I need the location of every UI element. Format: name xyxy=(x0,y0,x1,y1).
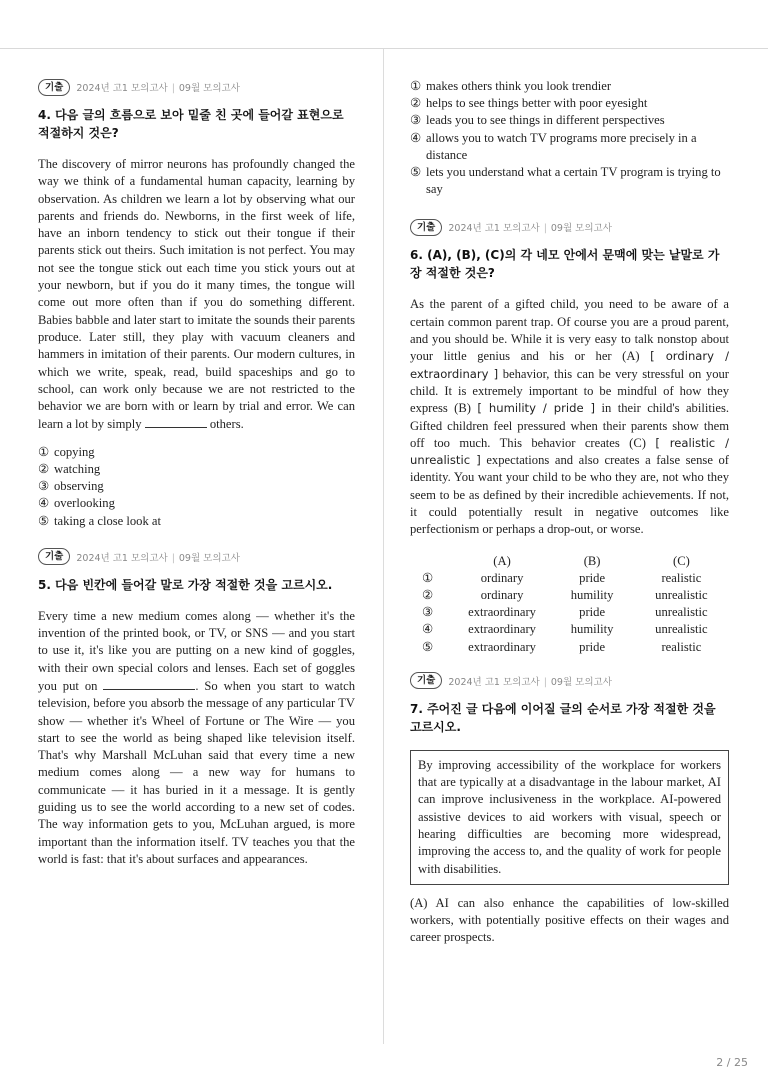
question-meta: 기출 2024년 고1 모의고사 | 09월 모의고사 xyxy=(410,218,729,236)
exam-year: 2024년 고1 모의고사 xyxy=(448,676,540,688)
header-a: (A) xyxy=(493,553,511,568)
question-7 xyxy=(410,672,729,947)
choice-item[interactable] xyxy=(38,444,355,461)
choice-number: ④ xyxy=(410,130,422,145)
cell-b: humility xyxy=(570,622,614,637)
choice-text: leads you to see things in different perspectives xyxy=(426,113,665,128)
cell-c: unrealistic xyxy=(655,622,708,637)
exam-badge: 기출 xyxy=(410,219,442,236)
question-title: 5. 다음 빈칸에 들어갈 말로 가장 적절한 것을 고르시오. xyxy=(38,577,333,592)
passage: The discovery of mirror neurons has profoundly changed the way we think of a fundamental human capacity, learning by observation. As children we learn a lot by observing what our parents and friends do. Newborns, in the first week of life, have an inborn tendency to stick out their tongue if their parents stick out theirs. Such imitation is not perfect. You may not see the tongue stick out each time you stick yours out at your newborn, but if you do it many times, the tongue will come out more often than if you do something different. Babies babble and later start to imitate the sounds their parents produce. Later still, they play with vacuum cleaners and hammers in imitation of their parents. Our modern cultures, in which we write, speak, read, build spaceships and go to school, can work only because we are not restricted to the behavior we are born with or learn by trial and error. We can learn a lot by simply others. xyxy=(38,157,355,432)
choice-item[interactable] xyxy=(410,78,729,95)
choice-text: overlooking xyxy=(54,496,115,511)
given-passage-box: By improving accessibility of the workplace for workers that are typically at a disadvantage in the labour market, AI can improve inclusiveness in the workplace. AI-powered assistive devices to aid workers with visual, speech or hearing difficulties are becoming more widespread, improving the access to, and the quality of work for people with disabilities. xyxy=(410,750,729,885)
question-4 xyxy=(38,78,355,530)
passage: Every time a new medium comes along — whether it's the invention of the printed book, or TV, or SNS — and you start to use it, it's like you are putting on a new kind of goggles, with their own special colors and lenses. Each set of goggles you put on . So when you start to watch television, before you absorb the message of any particular TV show — whether it's Wheel of Fortune or The Wire — you start to see the world as being shaped like television itself. That's why Marshall McLuhan said that every time a new medium comes along — a new way for humans to communicate — it has buried in it a message. It is gently guiding us to see the world according to a new set of codes. The way information gets to you, McLuhan argued, is more important than the information itself. TV teaches you that the world is fast: that it's about surfaces and appearances. xyxy=(38,608,356,866)
choice-number: ③ xyxy=(38,479,50,494)
choice-number: ② xyxy=(38,461,50,476)
question-title: 7. 주어진 글 다음에 이어질 글의 순서로 가장 적절한 것을 고르시오. xyxy=(410,701,716,734)
passage-part-a: (A) AI can also enhance the capabilities of low-skilled workers, with potentially positive effects on their wages and career prospects. xyxy=(410,895,729,945)
cell-a: extraordinary xyxy=(468,639,536,654)
choice-text: helps to see things better with poor eyesight xyxy=(426,96,648,111)
table-row[interactable] xyxy=(410,570,729,587)
table-header xyxy=(410,553,729,570)
choice-number: ① xyxy=(38,444,50,459)
answer-table xyxy=(410,553,729,656)
choice-text: allows you to watch TV programs more precisely in a distance xyxy=(426,130,697,162)
choice-number: ④ xyxy=(38,496,50,511)
exam-month: 09월 모의고사 xyxy=(178,83,240,94)
exam-badge: 기출 xyxy=(38,548,70,565)
cell-b: humility xyxy=(570,587,614,602)
choice-text: observing xyxy=(54,479,104,494)
choice-item[interactable] xyxy=(410,112,729,129)
choice-text: lets you understand what a certain TV program is trying to say xyxy=(426,165,721,197)
choice-item[interactable] xyxy=(38,461,355,478)
bracket-b: [ humility / pride ] xyxy=(477,401,596,416)
choice-text: watching xyxy=(54,461,101,476)
choice-list xyxy=(38,444,355,530)
choice-item[interactable] xyxy=(410,164,729,198)
choice-number: ② xyxy=(410,96,422,111)
cell-c: realistic xyxy=(661,570,702,585)
choice-item[interactable] xyxy=(410,95,729,112)
exam-year: 2024년 고1 모의고사 xyxy=(448,223,540,235)
exam-badge: 기출 xyxy=(410,672,442,689)
cell-b: pride xyxy=(579,570,606,585)
row-number: ① xyxy=(422,570,434,585)
passage: As the parent of a gifted child, you need to be aware of a certain common parent trap. Of course you are a proud parent, and you should be. While it is very easy to talk nonstop about your little genius and his or her (A) [ ordinary / extraordinary ] behavior, this can be very stressful on your child. It is extremely important to be mindful of how they express (B) [ humility / pride ] in their child's abilities. Gifted children feel pressured when their parents show them off too much. This behavior creates (C) [ realistic / unrealistic ] expectations and also creates a false sense of identity. You want your child to be who they are, not who they seem to be as defined by their incredible achievements. If not, it could potentially result in negative outcomes like perfectionism or perhaps a drop-out, or worse. xyxy=(410,297,730,537)
cell-a: ordinary xyxy=(480,587,524,602)
header-rule xyxy=(0,48,768,49)
row-number: ⑤ xyxy=(422,639,434,654)
exam-month: 09월 모의고사 xyxy=(550,676,612,688)
question-meta: 기출 2024년 고1 모의고사 | 09월 모의고사 xyxy=(410,672,729,690)
column-divider xyxy=(383,49,384,1044)
page-number: 2 / 25 xyxy=(716,1056,748,1069)
choice-number: ③ xyxy=(410,113,422,128)
exam-month: 09월 모의고사 xyxy=(178,552,240,564)
cell-c: realistic xyxy=(661,639,702,654)
choice-item[interactable] xyxy=(38,478,355,495)
table-row[interactable] xyxy=(410,639,729,656)
table-row[interactable] xyxy=(410,621,729,638)
question-meta: 기출 2024년 고1 모의고사 | 09월 모의고사 xyxy=(38,548,355,566)
table-row[interactable] xyxy=(410,604,729,621)
cell-a: extraordinary xyxy=(468,605,536,620)
table-row[interactable] xyxy=(410,587,729,604)
choice-list xyxy=(410,78,729,198)
left-column xyxy=(38,78,355,882)
exam-badge: 기출 xyxy=(38,79,70,96)
exam-year: 2024년 고1 모의고사 xyxy=(76,552,168,564)
exam-year: 2024년 고1 모의고사 xyxy=(76,83,168,94)
choice-item[interactable] xyxy=(410,130,729,164)
exam-month: 09월 모의고사 xyxy=(550,223,612,235)
header-b: (B) xyxy=(583,553,601,568)
bracket-c: [ realistic / unrealistic ] xyxy=(410,435,729,468)
question-title: 4. 다음 글의 흐름으로 보아 밑줄 친 곳에 들어갈 표현으로 적절하지 것은? xyxy=(38,108,344,140)
cell-a: ordinary xyxy=(480,570,524,585)
question-5-choices xyxy=(410,78,729,198)
question-title: 6. (A), (B), (C)의 각 네모 안에서 문맥에 맞는 낱말로 가장 적절한 것은? xyxy=(410,248,720,281)
question-meta: 기출 2024년 고1 모의고사 | 09월 모의고사 xyxy=(38,78,355,96)
question-6 xyxy=(410,218,729,655)
choice-item[interactable] xyxy=(38,513,355,530)
choice-text: copying xyxy=(54,444,95,459)
answer-blank xyxy=(103,677,195,690)
choice-text: taking a close look at xyxy=(54,513,162,528)
cell-b: pride xyxy=(579,605,606,620)
cell-b: pride xyxy=(579,639,606,654)
cell-a: extraordinary xyxy=(468,622,536,637)
choice-text: makes others think you look trendier xyxy=(426,79,612,93)
row-number: ② xyxy=(422,587,434,602)
choice-number: ⑤ xyxy=(410,165,422,180)
header-c: (C) xyxy=(673,553,690,568)
bracket-a: [ ordinary / extraordinary ] xyxy=(410,349,729,381)
question-5 xyxy=(38,548,355,868)
choice-number: ① xyxy=(410,79,422,93)
right-column xyxy=(410,78,729,961)
row-number: ④ xyxy=(422,622,434,637)
choice-number: ⑤ xyxy=(38,513,50,528)
cell-c: unrealistic xyxy=(655,587,708,602)
answer-blank xyxy=(145,415,207,428)
cell-c: unrealistic xyxy=(655,605,708,620)
row-number: ③ xyxy=(422,605,434,620)
choice-item[interactable] xyxy=(38,495,355,512)
